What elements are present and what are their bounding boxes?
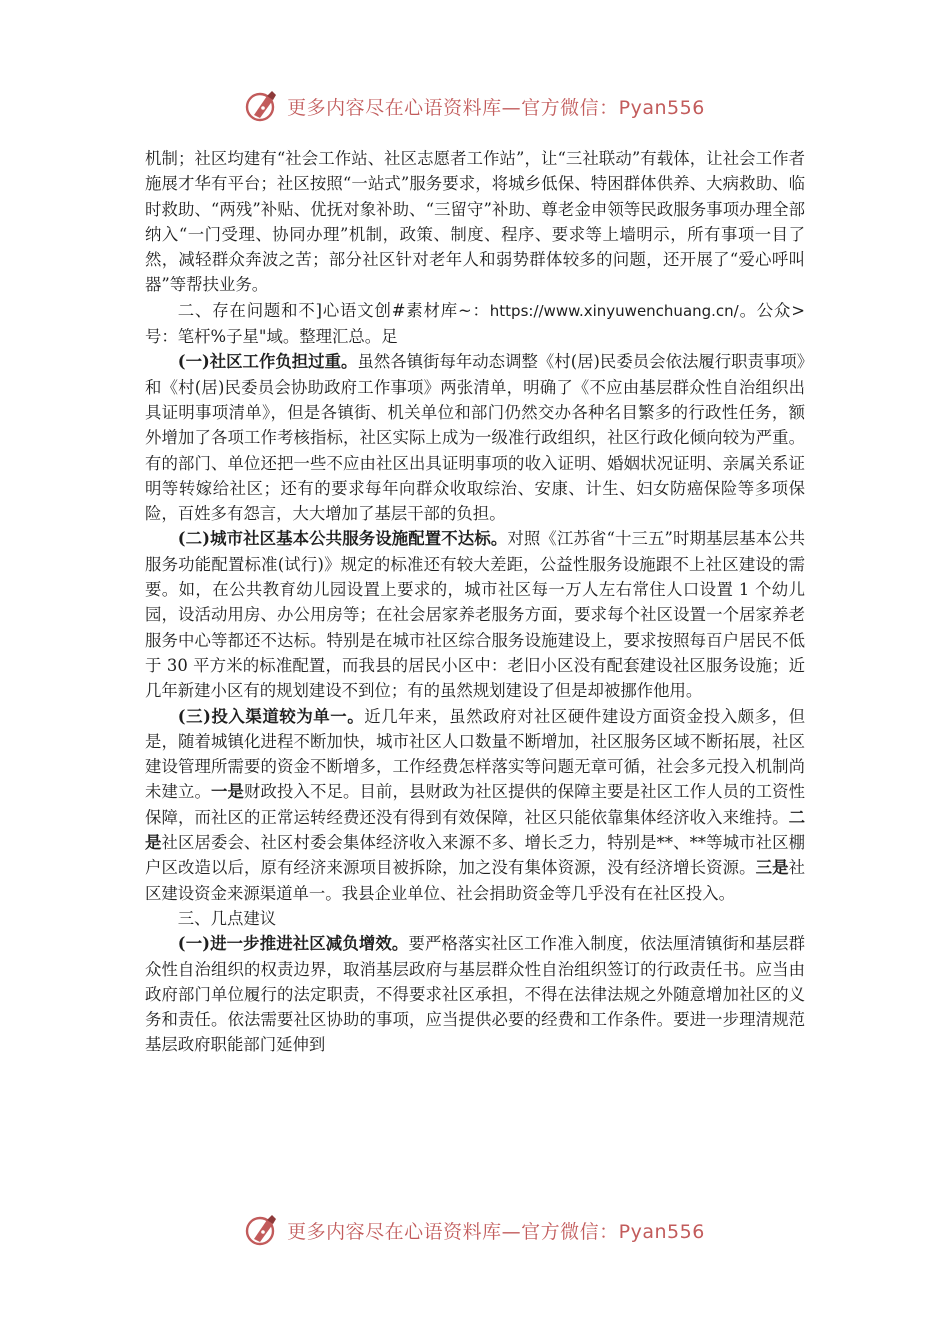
- heading-text: 三、几点建议: [177, 908, 277, 928]
- paragraph-text: 社区建设资金来源渠道单一。我县企业单位、社会捐助资金等几乎没有在社区投入。: [145, 858, 806, 903]
- paragraph: [145, 931, 805, 1057]
- paragraph-text: 要严格落实社区工作准入制度，依法厘清镇街和基层群众性自治组织的权责边界，取消基层政府与基层群众性自治组织签订的行政责任书。应当由政府部门单位履行的法定职责，不得要求社区承担，不得在法律法规之外随意增加社区的义务和责任。依法需要社区协助的事项，应当提供必要的经费和工作条件。要进一步理清规范基层政府职能部门延伸到: [145, 934, 805, 1055]
- section-heading-2: [145, 298, 805, 350]
- pen-nib-logo-icon: [245, 1212, 281, 1248]
- subheading: (一)进一步推进社区减负增效。: [177, 934, 409, 954]
- paragraph-text: 机制；社区均建有“社会工作站、社区志愿者工作站”，让“三社联动”有载体，让社会工作者施展才华有平台；社区按照“一站式”服务要求，将城乡低保、特困群体供养、大病救助、临时救助、“两残”补贴、优抚对象补助、“三留守”补助、尊老金申领等民政服务事项办理全部纳入“一门受理、协同办理”机制，政策、制度、程序、要求等上墙明示，所有事项一目了然，减轻群众奔波之苦；部分社区针对老年人和弱势群体较多的问题，还开展了“爱心呼叫器”等帮扶业务。: [145, 149, 805, 295]
- header-watermark-banner: [0, 86, 950, 126]
- paragraph-text: 社区居委会、社区村委会集体经济收入来源不多、增长乏力，特别是**、**等城市社区棚户区改造以后，原有经济来源项目被拆除，加之没有集体资源，没有经济增长资源。: [145, 833, 806, 878]
- paragraph: [145, 349, 805, 526]
- bold-marker: 一是: [211, 782, 245, 802]
- footer-watermark: [245, 1212, 705, 1248]
- watermark-text: 更多内容尽在心语资料库—官方微信：Pyan556: [287, 96, 705, 119]
- header-watermark: [245, 88, 705, 124]
- paragraph-text: 财政投入不足。目前，县财政为社区提供的保障主要是社区工作人员的工资性保障，而社区的正常运转经费还没有得到有效保障，社区只能依靠集体经济收入来维持。: [145, 782, 806, 827]
- paragraph: [145, 526, 805, 703]
- subheading: (三)投入渠道较为单一。: [177, 706, 365, 726]
- subheading: (一)社区工作负担过重。: [177, 352, 358, 372]
- paragraph: [145, 146, 805, 298]
- bold-marker: 三是: [755, 858, 789, 878]
- paragraph-text: 对照《江苏省“十三五”时期基层基本公共服务功能配置标准(试行)》规定的标准还有较大差距，公益性服务设施跟不上社区建设的需要。如，在公共教育幼儿园设置上要求的，城市社区每一万人左右常住人口设置 1 个幼儿园，设活动用房、办公用房等；在社会居家养老服务方面，要求每个社区设置一个居家养老服务中心等都还不达标。特别是在城市社区综合服务设施建设上，要求按照每百户居民不低于 30 平方米的标准配置，而我县的居民小区中：老旧小区没有配套建设社区服务设施；近几年新建小区有的规划建设不到位；有的虽然规划建设了但是却被挪作他用。: [145, 529, 806, 701]
- heading-text: 二、存在问题和不]心语文创#素材库~：: [177, 300, 490, 320]
- pen-nib-logo-icon: [245, 88, 281, 124]
- footer-watermark-banner: [0, 1210, 950, 1250]
- section-heading-3: [145, 906, 805, 931]
- heading-tail-text: 。公众>号：笔杆%子星"域。整理汇总。足: [145, 300, 805, 347]
- website-url: https://www.xinyuwenchuang.cn/: [489, 301, 739, 320]
- bold-marker: 二是: [145, 807, 805, 853]
- subheading: (二)城市社区基本公共服务设施配置不达标。: [177, 529, 508, 549]
- watermark-text: 更多内容尽在心语资料库—官方微信：Pyan556: [287, 1220, 705, 1243]
- paragraph-text: 近几年来，虽然政府对社区硬件建设方面资金投入颇多，但是，随着城镇化进程不断加快，城市社区人口数量不断增加，社区服务区域不断拓展，社区建设管理所需要的资金不断增多，工作经费怎样落实等问题无章可循，社会多元投入机制尚未建立。: [145, 706, 806, 802]
- paragraph-text: 虽然各镇街每年动态调整《村(居)民委员会依法履行职责事项》和《村(居)民委员会协助政府工作事项》两张清单，明确了《不应由基层群众性自治组织出具证明事项清单》，但是各镇街、机关单位和部门仍然交办各种名目繁多的行政性任务，额外增加了各项工作考核指标，社区实际上成为一级准行政组织，社区行政化倾向较为严重。有的部门、单位还把一些不应由社区出具证明事项的收入证明、婚姻状况证明、亲属关系证明等转嫁给社区；还有的要求每年向群众收取综治、安康、计生、妇女防癌保险等多项保险，百姓多有怨言，大大增加了基层干部的负担。: [145, 352, 805, 524]
- document-body: [145, 146, 805, 1058]
- paragraph: [145, 704, 805, 906]
